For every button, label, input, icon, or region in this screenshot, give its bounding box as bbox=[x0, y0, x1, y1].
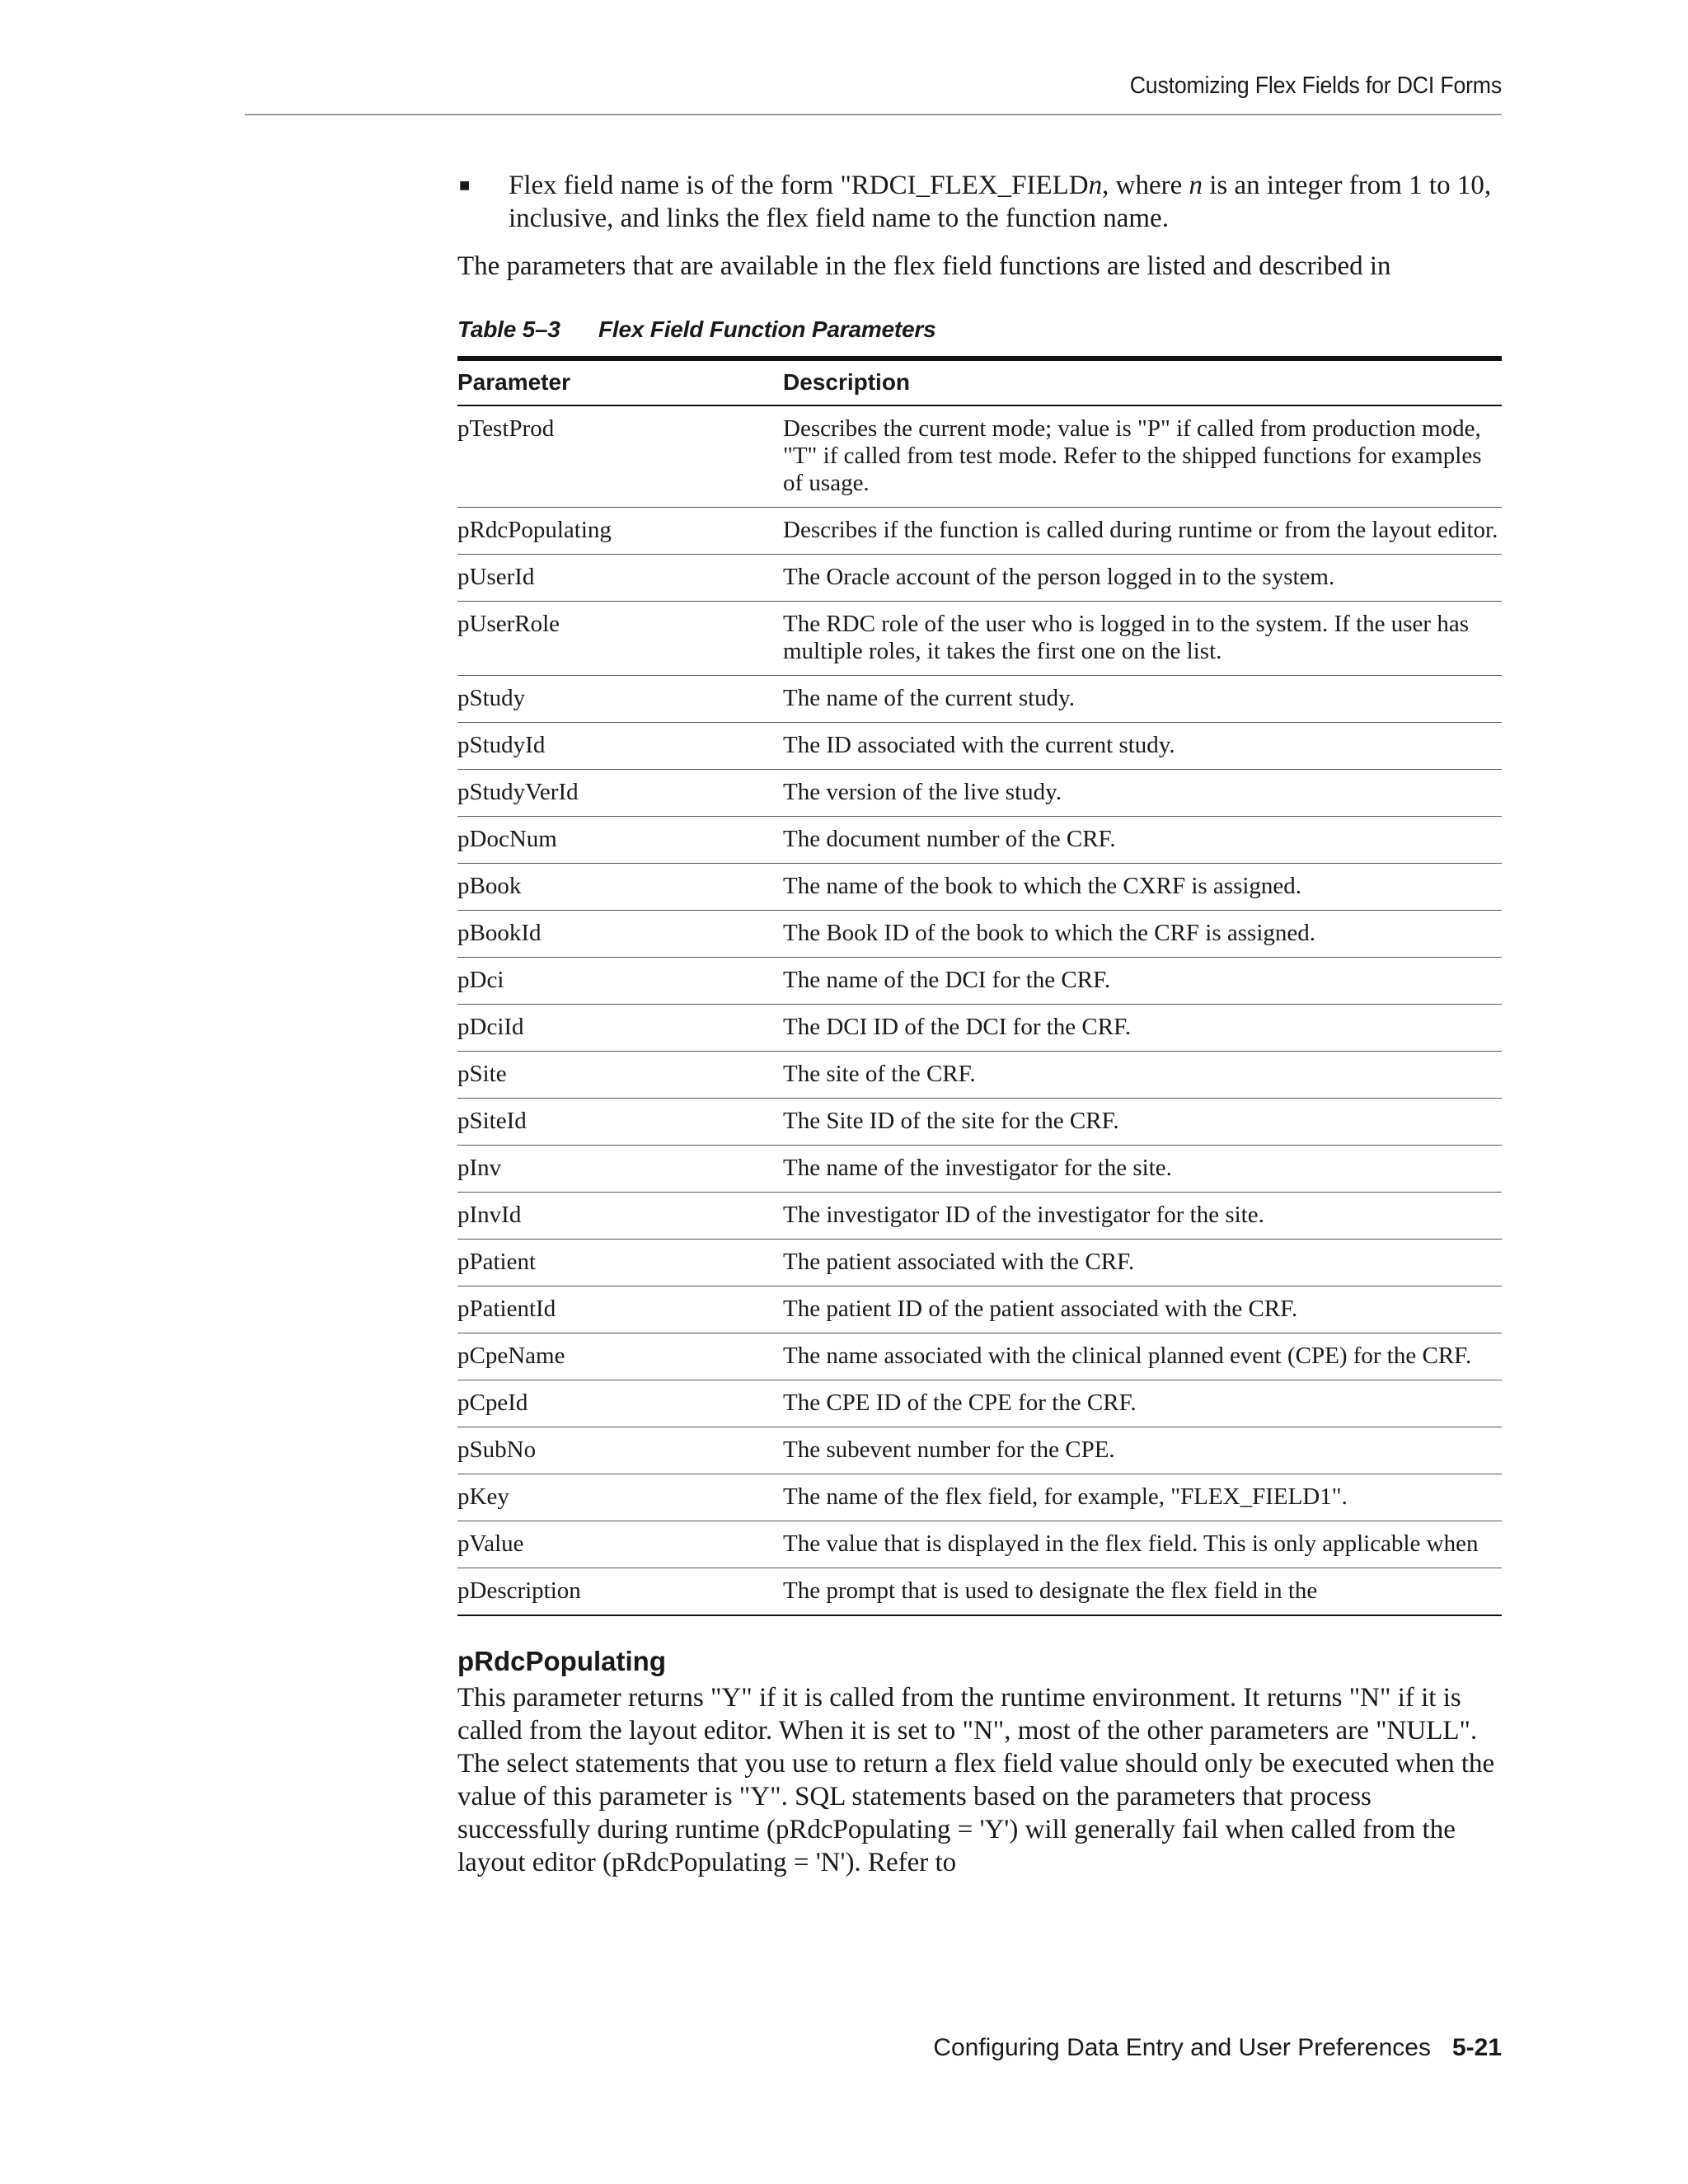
table-header-row bbox=[457, 359, 1502, 405]
parameter-name-cell: pDocNum bbox=[457, 817, 783, 864]
table-row bbox=[457, 1380, 1502, 1427]
parameter-name-cell: pUserId bbox=[457, 555, 783, 602]
parameter-name-cell: pCpeId bbox=[457, 1380, 783, 1427]
parameter-description-cell: The patient associated with the CRF. bbox=[783, 1240, 1502, 1286]
parameter-description-cell: The CPE ID of the CPE for the CRF. bbox=[783, 1380, 1502, 1427]
parameter-name-cell: pDci bbox=[457, 958, 783, 1005]
bullet-text-part: Flex field name is of the form "RDCI_FLEX_FIELD bbox=[509, 171, 1089, 200]
table-row bbox=[457, 1193, 1502, 1240]
parameter-name-cell: pStudyId bbox=[457, 723, 783, 770]
table-row bbox=[457, 1427, 1502, 1474]
parameter-name-cell: pTestProd bbox=[457, 405, 783, 508]
parameter-name-cell: pValue bbox=[457, 1521, 783, 1568]
parameters-table bbox=[457, 356, 1502, 1616]
table-row bbox=[457, 1099, 1502, 1146]
parameter-name-cell: pKey bbox=[457, 1474, 783, 1521]
parameter-description-cell: The name of the DCI for the CRF. bbox=[783, 958, 1502, 1005]
table-row bbox=[457, 405, 1502, 508]
table-row bbox=[457, 555, 1502, 602]
table-row bbox=[457, 911, 1502, 958]
parameter-name-cell: pInv bbox=[457, 1146, 783, 1193]
parameter-description-cell: The document number of the CRF. bbox=[783, 817, 1502, 864]
parameter-name-cell: pPatient bbox=[457, 1240, 783, 1286]
bullet-text-part: is an integer from 1 to 10, inclusive, and links the flex field name to the function name. bbox=[509, 171, 1492, 233]
table-row bbox=[457, 864, 1502, 911]
table-row bbox=[457, 1052, 1502, 1099]
column-header-description: Description bbox=[783, 359, 1502, 405]
parameter-name-cell: pInvId bbox=[457, 1193, 783, 1240]
parameter-description-cell: The subevent number for the CPE. bbox=[783, 1427, 1502, 1474]
bullet-item bbox=[457, 169, 1502, 235]
table-row bbox=[457, 723, 1502, 770]
parameter-description-cell: The prompt that is used to designate the flex field in the bbox=[783, 1577, 1318, 1604]
table-row bbox=[457, 817, 1502, 864]
table-row bbox=[457, 1568, 1502, 1616]
parameter-name-cell: pPatientId bbox=[457, 1286, 783, 1333]
italic-n: n bbox=[1189, 171, 1203, 200]
table-row bbox=[457, 1521, 1502, 1568]
table-row bbox=[457, 602, 1502, 676]
parameter-description-cell: The RDC role of the user who is logged in to the system. If the user has multiple roles, it takes the first one on the list. bbox=[783, 602, 1502, 676]
parameter-name-cell: pDescription bbox=[457, 1577, 581, 1604]
parameter-description-cell: The Oracle account of the person logged in to the system. bbox=[783, 555, 1502, 602]
parameter-name-cell: pDciId bbox=[457, 1005, 783, 1052]
running-footer bbox=[247, 2034, 1502, 2062]
parameter-name-cell: pSiteId bbox=[457, 1099, 783, 1146]
parameter-description-cell: The investigator ID of the investigator for the site. bbox=[783, 1193, 1502, 1240]
parameter-description-cell: The Book ID of the book to which the CRF is assigned. bbox=[783, 911, 1502, 958]
column-header-parameter: Parameter bbox=[457, 359, 783, 405]
parameter-description-cell: The Site ID of the site for the CRF. bbox=[783, 1099, 1502, 1146]
parameter-description-cell: The version of the live study. bbox=[783, 770, 1502, 817]
table-row bbox=[457, 1474, 1502, 1521]
parameter-name-cell: pCpeName bbox=[457, 1333, 783, 1380]
parameter-description-cell: The name of the flex field, for example, "FLEX_FIELD1". bbox=[783, 1474, 1502, 1521]
bullet-text-part: , where bbox=[1102, 171, 1189, 200]
parameter-description-cell: The name of the book to which the CXRF is assigned. bbox=[783, 864, 1502, 911]
parameter-description-cell: Describes the current mode; value is "P" if called from production mode, "T" if called from test mode. Refer to the shipped functions for examples of usage. bbox=[783, 405, 1502, 508]
parameter-name-cell: pStudyVerId bbox=[457, 770, 783, 817]
page-content bbox=[457, 169, 1502, 1879]
table-row bbox=[457, 1146, 1502, 1193]
italic-n: n bbox=[1088, 171, 1103, 200]
parameter-description-cell: The name associated with the clinical planned event (CPE) for the CRF. bbox=[783, 1333, 1502, 1380]
table-row bbox=[457, 1286, 1502, 1333]
parameter-description-cell: The ID associated with the current study. bbox=[783, 723, 1502, 770]
table-title: Flex Field Function Parameters bbox=[598, 316, 936, 342]
square-bullet-icon: ■ bbox=[459, 179, 471, 192]
table-number: Table 5–3 bbox=[457, 316, 560, 342]
parameter-name-cell: pBookId bbox=[457, 911, 783, 958]
table-row bbox=[457, 1005, 1502, 1052]
table-row bbox=[457, 770, 1502, 817]
bullet-text bbox=[509, 169, 1502, 235]
parameter-name-cell: pSubNo bbox=[457, 1427, 783, 1474]
table-row bbox=[457, 676, 1502, 723]
table-row bbox=[457, 1333, 1502, 1380]
parameter-description-cell: Describes if the function is called during runtime or from the layout editor. bbox=[783, 508, 1502, 555]
parameter-description-cell: The patient ID of the patient associated with the CRF. bbox=[783, 1286, 1502, 1333]
page-number: 5-21 bbox=[1451, 2034, 1502, 2061]
parameter-name-cell: pBook bbox=[457, 864, 783, 911]
parameter-description-cell: The name of the investigator for the site. bbox=[783, 1146, 1502, 1193]
section-paragraph: This parameter returns "Y" if it is called from the runtime environment. It returns "N" if it is called from the layout editor. When it is set to "N", most of the other parameters are "NULL". The select statements that you use to return a flex field value should only be executed when the value of this parameter is "Y". SQL statements based on the parameters that process successfully during runtime (pRdcPopulating = 'Y') will generally fail when called from the layout editor (pRdcPopulating = 'N'). Refer to bbox=[457, 1683, 1495, 1877]
parameter-description-cell: The value that is displayed in the flex field. This is only applicable when bbox=[783, 1521, 1502, 1568]
header-rule bbox=[245, 114, 1502, 115]
running-header: Customizing Flex Fields for DCI Forms bbox=[1129, 73, 1502, 99]
parameter-name-cell: pStudy bbox=[457, 676, 783, 723]
parameter-description-cell: The DCI ID of the DCI for the CRF. bbox=[783, 1005, 1502, 1052]
table-row bbox=[457, 958, 1502, 1005]
table-caption bbox=[457, 316, 1502, 344]
parameter-name-cell: pUserRole bbox=[457, 602, 783, 676]
intro-paragraph: The parameters that are available in the flex field functions are listed and described in bbox=[457, 251, 1391, 281]
footer-chapter-title: Configuring Data Entry and User Preferences bbox=[933, 2034, 1431, 2061]
parameter-name-cell: pSite bbox=[457, 1052, 783, 1099]
table-row bbox=[457, 508, 1502, 555]
table-row bbox=[457, 1240, 1502, 1286]
parameter-name-cell: pRdcPopulating bbox=[457, 508, 783, 555]
parameter-description-cell: The name of the current study. bbox=[783, 676, 1502, 723]
table-body bbox=[457, 405, 1502, 1615]
section-heading: pRdcPopulating bbox=[457, 1646, 666, 1676]
parameter-description-cell: The site of the CRF. bbox=[783, 1052, 1502, 1099]
